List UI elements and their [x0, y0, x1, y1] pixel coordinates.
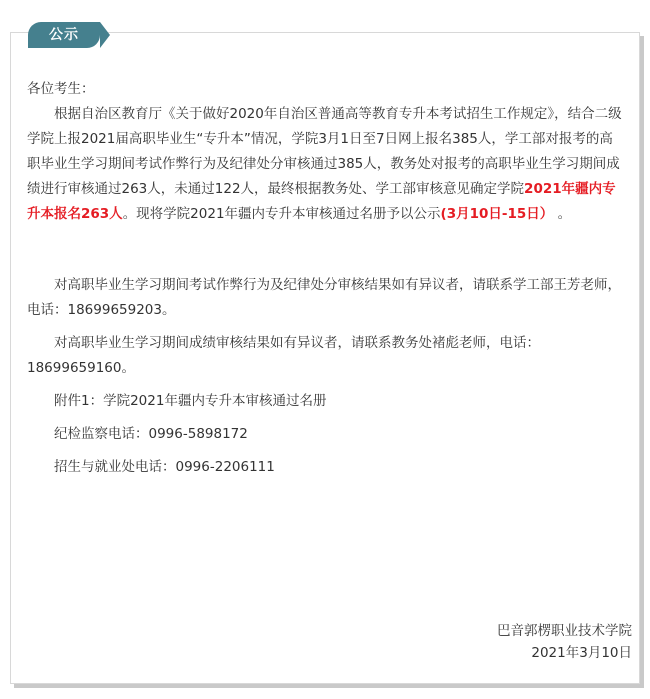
attachment-line: 附件1：学院2021年疆内专升本审核通过名册 — [54, 393, 327, 409]
signature-block — [497, 620, 632, 664]
admissions-phone: 招生与就业处电话：0996-2206111 — [54, 459, 275, 475]
paragraph-main-text-a: 根据自治区教育厅《关于做好2020年自治区普通高等教育专升本考试招生工作规定》，结合二级学院上报2021届高职毕业生“专升本”情况，学院3月1日至7日网上报名385人，学工部对报考的高职毕业生学习期间考试作弊行为及纪律处分审核通过385人，教务处对报考的高职毕业生学习期间成绩进行审核通过263人，未通过122人，最终根据教务处、学工部审核意见确定学院 — [27, 106, 622, 197]
spacer — [27, 323, 623, 331]
notice-tag: 公示 — [28, 22, 100, 48]
notice-tag-fold — [100, 22, 110, 48]
greeting: 各位考生： — [27, 81, 95, 97]
paragraph-grades-contact: 对高职毕业生学习期间成绩审核结果如有异议者，请联系教务处褚彪老师，电话：18699659160。 — [27, 335, 540, 376]
highlight-dates: (3月10日-15日） — [440, 206, 554, 222]
paragraph-main-text-c: 。 — [553, 206, 572, 222]
notice-content — [27, 77, 623, 480]
paragraph-main — [27, 102, 623, 227]
discipline-phone: 纪检监察电话：0996-5898172 — [54, 426, 248, 442]
spacer — [27, 414, 623, 422]
spacer — [27, 227, 623, 273]
paragraph-main-text-b: 。现将学院2021年疆内专升本审核通过名册予以公示 — [122, 206, 441, 222]
highlight-enrollment: 2021年疆内专升本报名263人 — [27, 181, 616, 222]
spacer — [27, 381, 623, 389]
paragraph-discipline-contact: 对高职毕业生学习期间考试作弊行为及纪律处分审核结果如有异议者，请联系学工部王芳老师，电话：18699659203。 — [27, 277, 621, 318]
signature-date: 2021年3月10日 — [531, 645, 632, 661]
signature-org: 巴音郭楞职业技术学院 — [497, 623, 632, 639]
spacer — [27, 447, 623, 455]
